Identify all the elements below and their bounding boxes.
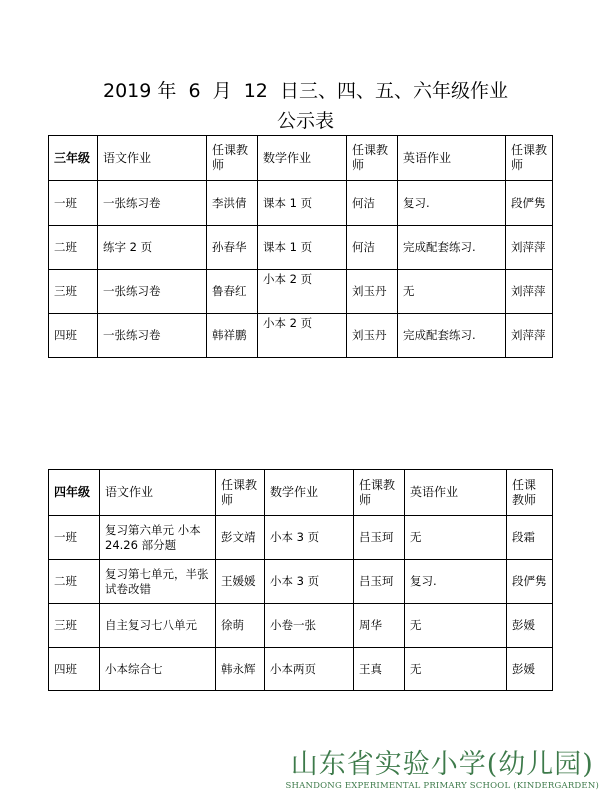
table-row	[49, 648, 553, 691]
class-name: 一班	[49, 181, 98, 226]
table-row	[49, 181, 553, 226]
page-subtitle: 公示表	[276, 110, 334, 132]
chinese-teacher: 李洪倩	[207, 181, 258, 226]
math-homework: 小卷一张	[265, 604, 354, 648]
class-name: 三班	[49, 270, 98, 314]
chinese-teacher: 彭文靖	[216, 516, 265, 560]
header-chinese-homework: 语文作业	[98, 136, 207, 181]
grade3-label: 三年级	[49, 136, 98, 181]
math-teacher: 何洁	[347, 181, 398, 226]
english-homework: 无	[405, 648, 507, 691]
math-homework: 小本 2 页	[258, 314, 347, 358]
table-row	[49, 560, 553, 604]
header-math-teacher: 任课教师	[354, 470, 405, 516]
header-english-homework: 英语作业	[405, 470, 507, 516]
chinese-teacher: 孙春华	[207, 226, 258, 270]
table-row	[49, 270, 553, 314]
english-homework: 复习.	[405, 560, 507, 604]
table-row	[49, 314, 553, 358]
page-title: 2019 年 6 月 12 日三、四、五、六年级作业	[103, 80, 508, 102]
table-row	[49, 226, 553, 270]
english-teacher: 段霜	[507, 516, 553, 560]
header-math-homework: 数学作业	[265, 470, 354, 516]
class-name: 四班	[49, 648, 100, 691]
math-homework: 小本 2 页	[258, 270, 347, 314]
math-homework: 课本 1 页	[258, 226, 347, 270]
english-homework: 无	[405, 604, 507, 648]
header-english-teacher: 任课教师	[506, 136, 553, 181]
english-homework: 完成配套练习.	[398, 226, 506, 270]
math-homework: 小本 3 页	[265, 560, 354, 604]
english-homework: 无	[398, 270, 506, 314]
chinese-teacher: 徐萌	[216, 604, 265, 648]
header-math-homework: 数学作业	[258, 136, 347, 181]
english-teacher: 刘萍萍	[506, 314, 553, 358]
math-teacher: 刘玉丹	[347, 314, 398, 358]
chinese-homework: 练字 2 页	[98, 226, 207, 270]
english-homework: 复习.	[398, 181, 506, 226]
english-teacher: 段俨隽	[506, 181, 553, 226]
chinese-homework: 复习第七单元，半张试卷改错	[100, 560, 216, 604]
math-homework: 课本 1 页	[258, 181, 347, 226]
class-name: 一班	[49, 516, 100, 560]
class-name: 二班	[49, 560, 100, 604]
table-row	[49, 516, 553, 560]
chinese-homework: 一张练习卷	[98, 181, 207, 226]
class-name: 四班	[49, 314, 98, 358]
chinese-homework: 一张练习卷	[98, 314, 207, 358]
math-teacher: 何洁	[347, 226, 398, 270]
math-teacher: 王真	[354, 648, 405, 691]
english-homework: 无	[405, 516, 507, 560]
class-name: 三班	[49, 604, 100, 648]
math-teacher: 刘玉丹	[347, 270, 398, 314]
english-teacher: 彭媛	[507, 604, 553, 648]
math-homework: 小本 3 页	[265, 516, 354, 560]
class-name: 二班	[49, 226, 98, 270]
grade4-label: 四年级	[49, 470, 100, 516]
watermark-english: SHANDONG EXPERIMENTAL PRIMARY SCHOOL (KINDERGARDEN)	[285, 781, 599, 791]
chinese-homework: 自主复习七八单元	[100, 604, 216, 648]
watermark-chinese: 山东省实验小学(幼儿园)	[290, 749, 594, 780]
math-homework: 小本两页	[265, 648, 354, 691]
chinese-teacher: 韩永辉	[216, 648, 265, 691]
chinese-homework: 一张练习卷	[98, 270, 207, 314]
header-chinese-teacher: 任课教师	[207, 136, 258, 181]
table-row	[49, 604, 553, 648]
header-english-homework: 英语作业	[398, 136, 506, 181]
grade4-homework-table	[48, 469, 553, 691]
header-english-teacher: 任课教师	[507, 470, 553, 516]
math-teacher: 吕玉珂	[354, 516, 405, 560]
english-teacher: 刘萍萍	[506, 226, 553, 270]
chinese-homework: 小本综合七	[100, 648, 216, 691]
english-homework: 完成配套练习.	[398, 314, 506, 358]
chinese-homework: 复习第六单元 小本 24.26 部分题	[100, 516, 216, 560]
english-teacher: 刘萍萍	[506, 270, 553, 314]
chinese-teacher: 王媛媛	[216, 560, 265, 604]
chinese-teacher: 鲁春红	[207, 270, 258, 314]
grade3-header-row	[49, 136, 553, 181]
grade3-homework-table	[48, 135, 553, 358]
chinese-teacher: 韩祥鹏	[207, 314, 258, 358]
header-math-teacher: 任课教师	[347, 136, 398, 181]
english-teacher: 彭媛	[507, 648, 553, 691]
math-teacher: 周华	[354, 604, 405, 648]
math-teacher: 吕玉珂	[354, 560, 405, 604]
header-chinese-homework: 语文作业	[100, 470, 216, 516]
header-chinese-teacher: 任课教师	[216, 470, 265, 516]
grade4-header-row	[49, 470, 553, 516]
english-teacher: 段俨隽	[507, 560, 553, 604]
school-watermark	[286, 749, 599, 791]
